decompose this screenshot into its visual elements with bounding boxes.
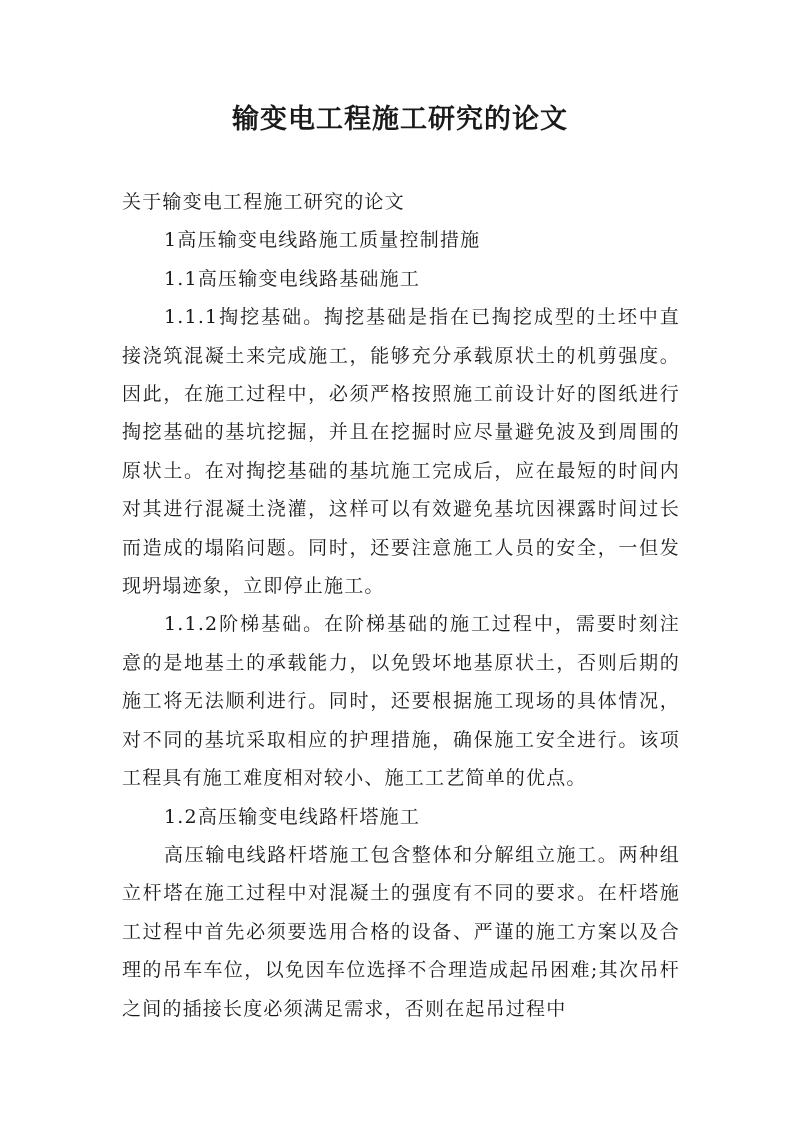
subsection-heading-1-1: 1.1高压输变电线路基础施工: [164, 267, 421, 290]
intro-line: 关于输变电工程施工研究的论文: [122, 191, 405, 213]
document-body: [122, 183, 680, 1028]
paragraph-1-2: 高压输电线路杆塔施工包含整体和分解组立施工。两种组立杆塔在施工过程中对混凝土的强度有不同的要求。在杆塔施工过程中首先必须要选用合格的设备、严谨的施工方案以及合理的吊车车位，以免因车位选择不合理造成起吊困难;其次吊杆之间的插接长度必须满足需求，否则在起吊过程中: [122, 843, 680, 1020]
section-heading-1: 1高压输变电线路施工质量控制措施: [164, 229, 481, 252]
paragraph-1-1-1: 1.1.1掏挖基础。掏挖基础是指在已掏挖成型的土坯中直接浇筑混凝土来完成施工，能够充分承载原状土的机剪强度。因此，在施工过程中，必须严格按照施工前设计好的图纸进行掏挖基础的基坑挖掘，并且在挖掘时应尽量避免波及到周围的原状土。在对掏挖基础的基坑施工完成后，应在最短的时间内对其进行混凝土浇灌，这样可以有效避免基坑因裸露时间过长而造成的塌陷问题。同时，还要注意施工人员的安全，一但发现坍塌迹象，立即停止施工。: [122, 306, 680, 598]
subsection-heading-1-2: 1.2高压输变电线路杆塔施工: [164, 805, 421, 828]
paragraph-1-1-2: 1.1.2阶梯基础。在阶梯基础的施工过程中，需要时刻注意的是地基土的承载能力，以免毁坏地基原状土，否则后期的施工将无法顺利进行。同时，还要根据施工现场的具体情况，对不同的基坑采取相应的护理措施，确保施工安全进行。该项工程具有施工难度相对较小、施工工艺简单的优点。: [122, 613, 680, 790]
document-title: 输变电工程施工研究的论文: [232, 104, 568, 135]
